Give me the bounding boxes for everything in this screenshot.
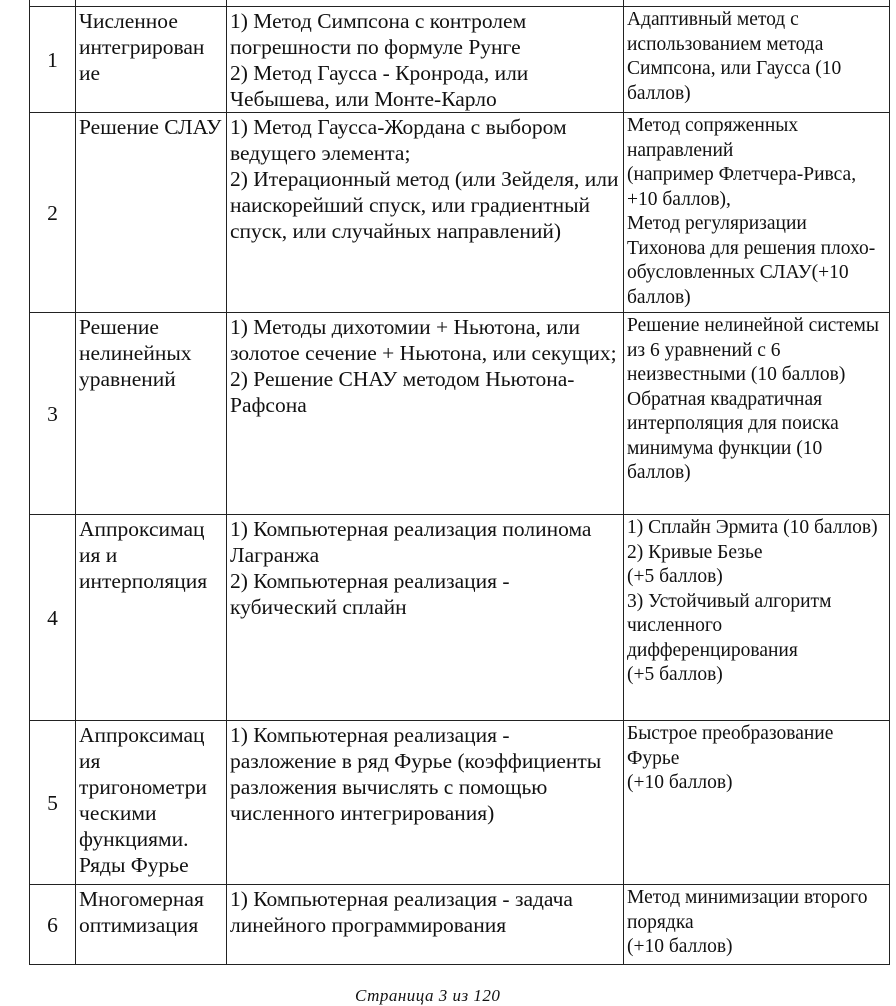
base-task-cell: 1) Методы дихотомии + Ньютона, или золотое сечение + Ньютона, или секущих; 2) Решение СНАУ методом Ньютона-Рафсона <box>227 313 624 515</box>
extra-task-cell: Решение нелинейной системы из 6 уравнений с 6 неизвестными (10 баллов) Обратная квадратичная интерполяция для поиска минимума функции (10 баллов) <box>624 313 890 515</box>
base-task-cell: 1) Компьютерная реализация - задача линейного программирования <box>227 885 624 965</box>
base-task-cell: 1) Компьютерная реализация - разложение в ряд Фурье (коэффициенты разложения вычислять с помощью численного интегрирования) <box>227 721 624 885</box>
extra-task-cell: Метод сопряженных направлений (например Флетчера-Ривса, +10 баллов), Метод регуляризации Тихонова для решения плохо-обусловленных СЛАУ(+10 баллов) <box>624 113 890 313</box>
extra-task-cell: Быстрое преобразование Фурье (+10 баллов) <box>624 721 890 885</box>
row-number: 4 <box>30 515 76 721</box>
base-task-cell: 1) Метод Симпсона с контролем погрешности по формуле Рунге 2) Метод Гаусса - Кронрода, или Чебышева, или Монте-Карло <box>227 7 624 113</box>
topic-cell: Аппроксимац ия тригонометри ческими функциями. Ряды Фурье <box>76 721 227 885</box>
table-row <box>30 721 890 885</box>
topic-cell: Решение СЛАУ <box>76 113 227 313</box>
topic-cell: Численное интегрирован ие <box>76 7 227 113</box>
table-row <box>30 113 890 313</box>
base-task-cell: 1) Метод Гаусса-Жордана с выбором ведущего элемента; 2) Итерационный метод (или Зейделя, или наискорейший спуск, или градиентный спуск, или случайных направлений) <box>227 113 624 313</box>
methods-table <box>29 0 890 965</box>
topic-cell: Решение нелинейных уравнений <box>76 313 227 515</box>
table-row <box>30 7 890 113</box>
table-row <box>30 885 890 965</box>
row-number: 1 <box>30 7 76 113</box>
topic-cell: Многомерная оптимизация <box>76 885 227 965</box>
row-number: 6 <box>30 885 76 965</box>
extra-task-cell: 1) Сплайн Эрмита (10 баллов) 2) Кривые Безье (+5 баллов) 3) Устойчивый алгоритм численного дифференцирования (+5 баллов) <box>624 515 890 721</box>
base-task-cell: 1) Компьютерная реализация полинома Лагранжа 2) Компьютерная реализация - кубический сплайн <box>227 515 624 721</box>
table-row <box>30 313 890 515</box>
page-footer: Страница 3 из 120 <box>355 986 501 1005</box>
table-row <box>30 515 890 721</box>
extra-task-cell: Адаптивный метод с использованием метода Симпсона, или Гаусса (10 баллов) <box>624 7 890 113</box>
row-number: 2 <box>30 113 76 313</box>
extra-task-cell: Метод минимизации второго порядка (+10 баллов) <box>624 885 890 965</box>
row-number: 5 <box>30 721 76 885</box>
row-number: 3 <box>30 313 76 515</box>
topic-cell: Аппроксимац ия и интерполяция <box>76 515 227 721</box>
